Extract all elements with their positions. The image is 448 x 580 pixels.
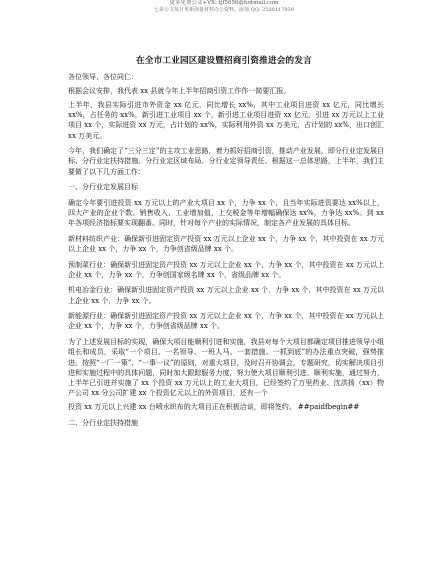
document-body xyxy=(68,72,384,433)
section-heading: 二、分行业定扶持措施 xyxy=(68,418,138,427)
header-sub-line: 七哥公文每日更新海量材料办公资料，添加 QQ: 2500117939 xyxy=(154,7,294,13)
paragraph: 投资 xx 万元以上兴建 xx 台喷水织布的大项目正在积极洽谈，即将签约。 ##paidfbegin## xyxy=(68,403,360,412)
paragraph: 机电冶金行业：确保新引进固定资产投资 xx 万元以上企业 xx 个，力争 xx 个，其中投资在 xx 万元以上企业 xx 个，力争 xx 个。 xyxy=(68,286,384,305)
paragraph: 上半年，我县实际引进市外资金 xx 亿元，同比增长 xx%，其中工业项目进资 xx 亿元，同比增长 xx%，占任务的 xx%，新引进工业项目 xx 个，新引进工业项目进资 xx 亿元，引进 xx 万元以上工业项目 xx 个，实际进资 xx 万元，占计划的 xx%，实际利用外资 xx 万美元，占计划的 xx%，出口创汇 xx 万美元。 xyxy=(68,101,384,140)
paragraph: 预制菜行业：确保新引进固定资产投资 xx 万元以上企业 xx 个，力争 xx 个，其中投资在 xx 万元以上企业 xx 个，力争 xx 个，力争创国家级名牌 xx 个，省级品牌 xx 个。 xyxy=(68,260,384,279)
salutation: 各位领导、各位同仁： xyxy=(68,73,138,81)
page-header xyxy=(0,0,448,22)
paragraph: 新材料纺织产业：确保新引进固定资产投资 xx 万元以上企业 xx 个，力争 xx 个，其中投资在 xx 万元以上企业 xx 个，力争 xx 个，力争创省级品牌 xx 个。 xyxy=(68,234,384,253)
paragraph: 今年，我们确定了“三分三定”的主攻工业思路，着力抓好招商引资，推动产业发展，即分行业定发展目标、分行业定扶持措施、分行业定区域布局、分行业定领导责任、根据这一总体思路，上半年，我们主要做了以下几方面工作： xyxy=(68,147,384,176)
paragraph: 根据会议安排，我代表 xx 县就今年上半年招商引资工作作一简要汇报。 xyxy=(68,87,291,96)
paragraph: 为了上述发展目标的实现，确保大项目能顺利引进和实施，我县对每个大项目都确定项目推进领导小组组长和成员，采取“一个项目、一名领导、一班人马、一套措施、一抓到底”的办法重点突破，强势推进。按照“一厂一策”、“一事一议”的原则，对重大项目，及时召开协调会，专题研究，切实解决项目引进和实施过程中的具体问题，同时加大跟踪服务力度，努力使大项目顺利引进、顺利实施，通过努力，上半年已引进并实施了 xx 个投资 xx 万元以上的工业大项目，已经签约了万里药业、沈洪扬（xx）物产公司 xx 分公司扩建 xx 个投资亿元以上的外资项目，还有一个 xyxy=(68,338,384,397)
header-top-line: 更多免费公文+VX: tjf5656@hotmail.com xyxy=(169,0,279,6)
paragraph: 新能源行业：确保新引进固定资产投资 xx 万元以上企业 xx 个，力争 xx 个，其中投资在 xx 万元以上企业 xx 个，力争 xx 个，力争创省级品牌 xx 个。 xyxy=(68,312,384,331)
paragraph: 确定今年要引进投资 xx 万元以上的产业大项目 xx 个，力争 xx 个，且当年实际进资要达 xx%以上，四大产业的企业个数、销售收入、工业增加值，上交税金等年增幅确保达 xx%，力争达 xx%。到 xx 年各项经济指标要实现翻番。同时，针对每个产业的实际情况，制定各产业发展的具体目标。 xyxy=(68,198,384,227)
document-title: 在全市工业园区建设暨招商引资推进会的发言 xyxy=(136,56,312,66)
section-heading: 一、分行业定发展目标 xyxy=(68,183,138,192)
